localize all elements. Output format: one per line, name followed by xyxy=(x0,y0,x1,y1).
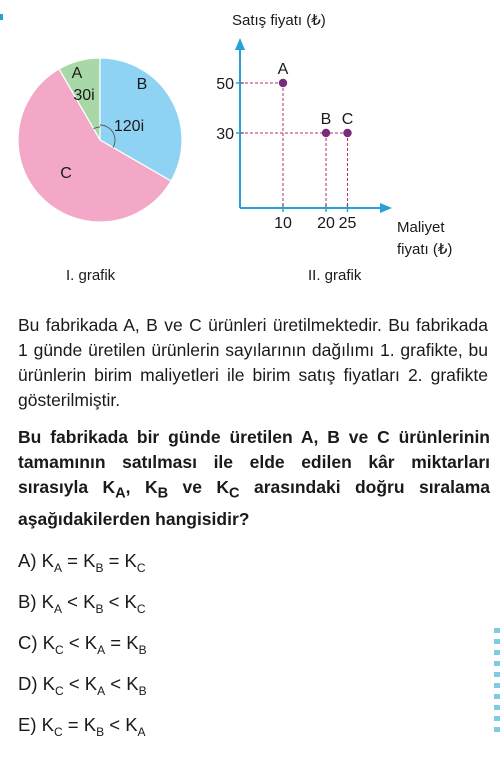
option-letter: D) xyxy=(18,673,43,694)
profit-subscript: B xyxy=(95,561,104,575)
profit-subscript: A xyxy=(53,561,62,575)
x-axis-label-line1: Maliyet xyxy=(397,219,445,236)
comparison-operator: = xyxy=(62,714,84,735)
point-label-b: B xyxy=(320,111,332,128)
profit-subscript: C xyxy=(55,684,64,698)
profit-symbol: K xyxy=(83,550,96,571)
pie-angle-label-b: 120i xyxy=(113,118,145,135)
option-letter: A) xyxy=(18,550,42,571)
comparison-operator: < xyxy=(63,632,85,653)
profit-subscript: C xyxy=(136,561,146,575)
option-e[interactable] xyxy=(18,714,146,739)
profit-subscript: B xyxy=(96,725,105,739)
option-letter: E) xyxy=(18,714,42,735)
point-label-c: C xyxy=(341,111,354,128)
y-tick-label: 50 xyxy=(216,76,234,93)
option-letter: C) xyxy=(18,632,43,653)
option-letter: B) xyxy=(18,591,42,612)
option-c[interactable] xyxy=(18,632,147,657)
point-label-a: A xyxy=(277,61,289,78)
option-d[interactable] xyxy=(18,673,147,698)
figures xyxy=(0,0,500,300)
comparison-operator: < xyxy=(103,591,125,612)
point-a xyxy=(279,79,287,87)
profit-symbol: K xyxy=(41,550,54,571)
pie-label-c: C xyxy=(60,165,72,182)
point-b xyxy=(322,129,330,137)
profit-symbol: K xyxy=(42,632,56,653)
x-tick-label: 25 xyxy=(338,215,357,232)
profit-symbol: K xyxy=(84,673,98,694)
y-axis-label: Satış fiyatı (₺) xyxy=(232,12,326,29)
comparison-operator: < xyxy=(104,714,126,735)
profit-symbol: K xyxy=(41,591,54,612)
comparison-operator: = xyxy=(105,632,127,653)
profit-symbol: K xyxy=(124,550,137,571)
pie-label-b: B xyxy=(136,76,148,93)
comparison-operator: = xyxy=(62,550,84,571)
profit-symbol: K xyxy=(125,714,138,735)
profit-symbol: K xyxy=(84,632,98,653)
problem-paragraph: Bu fabrikada A, B ve C ürünleri üretilmektedir. Bu fabrikada 1 günde üretilen ürünlerin sayılarının dağılımı 1. grafikte, bu ürünlerin birim maliyetleri ile birim satış fiyatları 2. grafikte gösterilmiştir. xyxy=(18,315,488,410)
comparison-operator: < xyxy=(105,673,127,694)
profit-subscript: A xyxy=(137,725,146,739)
profit-subscript: B xyxy=(138,643,147,657)
edge-decoration xyxy=(492,628,500,748)
profit-subscript: A xyxy=(53,602,62,616)
question-after: arasındaki doğru sıralama aşağıdakilerden hangisidir? xyxy=(18,477,490,529)
x-tick-label: 20 xyxy=(317,215,335,232)
profit-subscript: A xyxy=(97,643,106,657)
profit-symbol: K xyxy=(83,714,97,735)
comparison-operator: = xyxy=(103,550,125,571)
option-a[interactable] xyxy=(18,550,146,575)
profit-subscript: C xyxy=(136,602,146,616)
pie-label-a: A xyxy=(71,65,83,82)
profit-subscript: B xyxy=(95,602,104,616)
option-b[interactable] xyxy=(18,591,146,616)
profit-symbol: K xyxy=(126,673,139,694)
profit-subscript: C xyxy=(53,725,63,739)
comparison-operator: < xyxy=(63,673,85,694)
y-tick-label: 30 xyxy=(216,126,234,143)
y-axis-arrow-icon xyxy=(235,38,245,50)
profit-symbol: K xyxy=(41,714,54,735)
profit-subscript: B xyxy=(138,684,147,698)
x-tick-label: 10 xyxy=(274,215,292,232)
profit-symbol: K xyxy=(42,673,56,694)
comparison-operator: < xyxy=(62,591,84,612)
x-axis-label-line2: fiyatı (₺) xyxy=(397,241,453,258)
question-text: Bu fabrikada bir günde üretilen A, B ve C ürünlerinin tamamının satılması ile elde edilen kâr miktarları sırasıyla $K_A$, $K_B$ ve $K_C$ arasındaki doğru sıralama aşağıdakilerden hangisidir? xyxy=(18,427,490,529)
pie-caption: I. grafik xyxy=(66,267,116,284)
profit-symbol: K xyxy=(83,591,96,612)
profit-symbol: K xyxy=(126,632,139,653)
x-axis-arrow-icon xyxy=(380,203,392,213)
question-before: Bu fabrikada bir günde üretilen A, B ve C ürünlerinin tamamının satılması ile elde edilen kâr miktarları sırasıyla xyxy=(18,427,490,497)
profit-subscript: A xyxy=(97,684,106,698)
profit-subscript: C xyxy=(55,643,64,657)
profit-symbol: K xyxy=(124,591,137,612)
scatter-caption: II. grafik xyxy=(308,267,362,284)
pie-angle-label-a: 30i xyxy=(73,87,95,104)
point-c xyxy=(343,129,351,137)
